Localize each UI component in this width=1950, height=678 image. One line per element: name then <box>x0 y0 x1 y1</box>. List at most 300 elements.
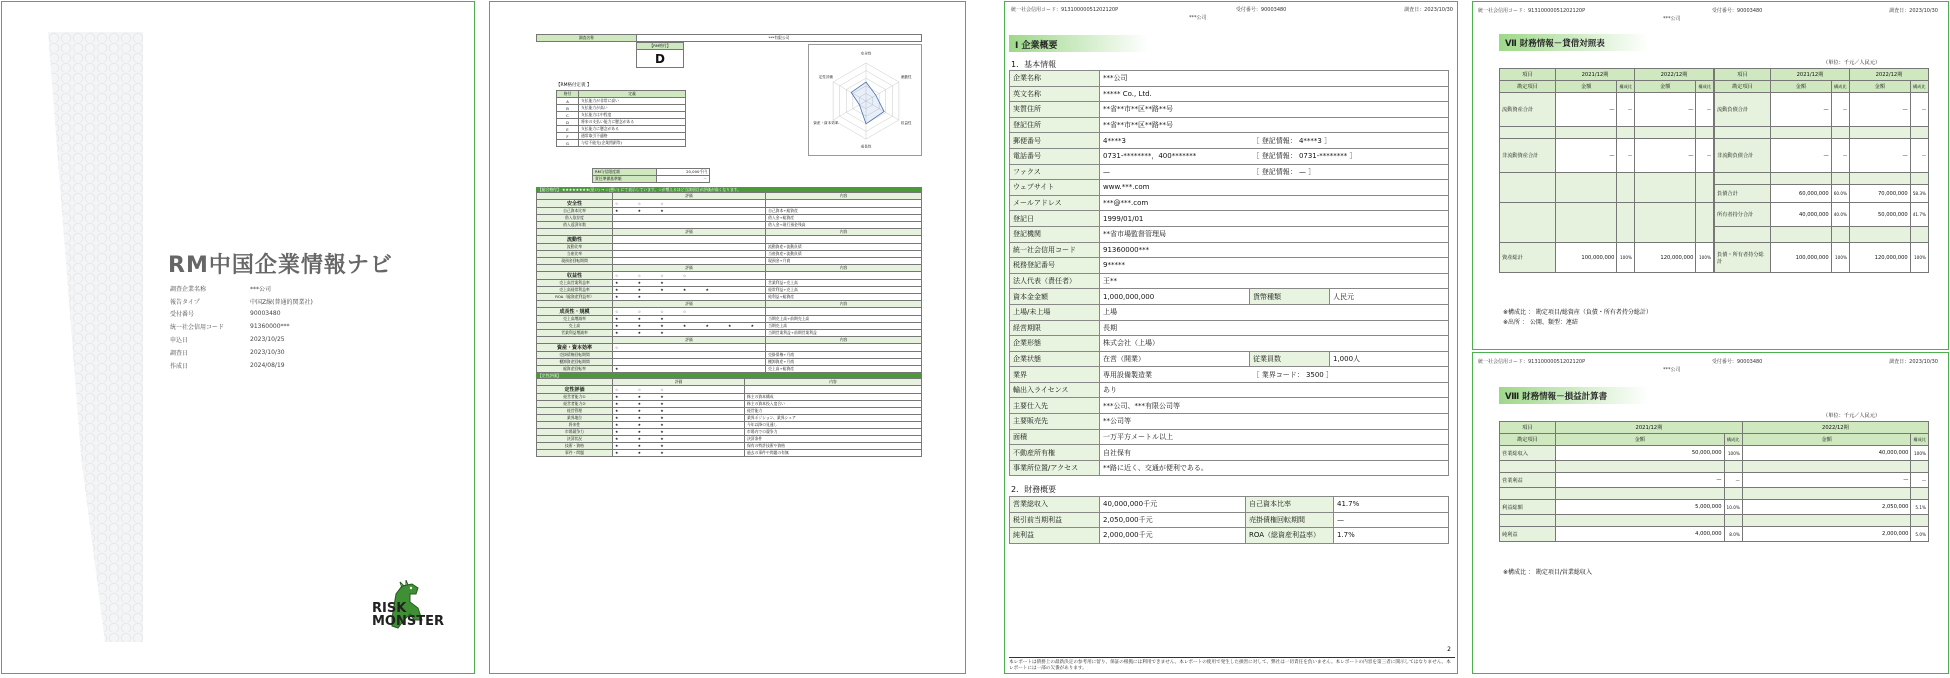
rating-header-block <box>536 34 922 181</box>
cover-meta-row <box>170 308 313 321</box>
fin-ratio-1: — <box>1617 93 1635 127</box>
fin-row <box>1500 527 1929 542</box>
fin-spacer-cell <box>1556 173 1617 203</box>
fin-head-item: 項目 <box>1715 69 1771 81</box>
financial-summary-table <box>1009 496 1449 544</box>
info-key: 上場/未上場 <box>1010 304 1100 320</box>
score-section-name-row <box>537 272 922 280</box>
score-section-stars: ☆ <box>613 344 766 352</box>
fin-amount-1: — <box>1556 93 1617 127</box>
fin-subhead-row <box>1500 81 1714 93</box>
score-section-spacer <box>537 229 613 236</box>
note-ratio: ※構成比 ： 勘定項目/総資産（負債・所有者持分総計） <box>1503 309 1652 316</box>
header-date: 調査日：2023/10/30 <box>1889 359 1938 365</box>
info-value: 株式会社（上場） <box>1100 336 1449 352</box>
score-label: 売上高増減率 <box>537 316 613 323</box>
fin-spacer-cell <box>1617 173 1635 203</box>
subsection-financial-summary: 2．財務概要 <box>1011 485 1057 494</box>
fin-spacer-row <box>1500 127 1714 139</box>
fin-spacer-cell <box>1635 173 1696 203</box>
qual-row <box>537 408 922 415</box>
info-row <box>1010 320 1449 336</box>
cover-meta-key: 受付番号 <box>170 311 195 319</box>
legend-grade: G <box>557 140 579 147</box>
score-section-name-row <box>537 344 922 352</box>
score-note: 当期売上高÷前期売上高 <box>766 316 922 323</box>
radar-label: 資産・資本効率 <box>813 121 839 126</box>
fin-row <box>1500 473 1929 488</box>
score-label: 借入依存度 <box>537 215 613 222</box>
info-value: ***公司 <box>1100 71 1449 87</box>
score-row <box>537 244 922 251</box>
rating-page <box>489 1 966 674</box>
fin-spacer-cell <box>1911 461 1929 473</box>
qual-stars: ★ ★ ★ <box>613 429 745 436</box>
fin-spacer-cell <box>1617 127 1635 139</box>
fin-spacer-cell <box>1715 227 1771 243</box>
score-label: 自己資本比率 <box>537 208 613 215</box>
qual-row <box>537 443 922 450</box>
balance-tables <box>1499 68 1929 273</box>
fin-row <box>1715 243 1929 273</box>
fin-amount-1: 100,000,000 <box>1771 243 1832 273</box>
score-row <box>537 251 922 258</box>
fin-row <box>1715 93 1929 127</box>
score-note: 売掛債権÷月商 <box>766 352 922 359</box>
info-value: **省市場監督管理局 <box>1100 226 1449 242</box>
info-key: 主要販売先 <box>1010 414 1100 430</box>
fin-key-2: 売掛債権回転期間 <box>1246 512 1334 528</box>
qual-note: 株主の資本構成 <box>745 394 922 401</box>
fin-head-item: 項目 <box>1500 69 1556 81</box>
score-row <box>537 359 922 366</box>
fin-spacer-cell <box>1771 127 1832 139</box>
fin-spacer-cell <box>1724 461 1742 473</box>
info-key: 登記日 <box>1010 211 1100 227</box>
score-label: 流動比率 <box>537 244 613 251</box>
radar-chart-frame <box>808 44 922 156</box>
fin-amount-1: 60,000,000 <box>1771 185 1832 203</box>
score-section-blank <box>766 236 922 244</box>
info-row <box>1010 304 1449 320</box>
qual-label: 業界地位 <box>537 415 613 422</box>
fin-spacer-cell <box>1724 515 1742 527</box>
score-row <box>537 366 922 373</box>
fin-value: 40,000,000千元 <box>1100 497 1246 513</box>
fin-head-year2: 2022/12期 <box>1850 69 1929 81</box>
score-stars: ★ ★ ★ <box>613 316 766 323</box>
fin-head-year2: 2022/12期 <box>1742 422 1928 434</box>
fin-value-2: 41.7% <box>1334 497 1449 513</box>
fin-spacer-cell <box>1742 488 1911 500</box>
fin-ratio-2: 41.7% <box>1910 203 1928 227</box>
legend-row <box>557 105 686 112</box>
fin-spacer-cell <box>1696 127 1714 139</box>
score-label: 現預金回転期間 <box>537 258 613 265</box>
qual-stars: ★ ★ ★ <box>613 422 745 429</box>
fin-spacer-cell <box>1850 127 1911 139</box>
score-section-blank <box>766 344 922 352</box>
legend-head-def: 定義 <box>579 91 686 98</box>
fin-subhead-row <box>1715 81 1929 93</box>
qual-note: 保有の特許技術や資格 <box>745 443 922 450</box>
fin-head-amount2: 金額 <box>1850 81 1911 93</box>
info-row <box>1010 367 1449 383</box>
rating-box <box>636 42 684 68</box>
qual-note: 今年以降の見通し <box>745 422 922 429</box>
qual-row <box>537 429 922 436</box>
fin-head-year1: 2021/12期 <box>1556 422 1743 434</box>
page-header <box>1478 358 1938 365</box>
fin-amount-2: — <box>1850 139 1911 173</box>
info-key: 企業状態 <box>1010 351 1100 367</box>
fin-spacer-cell <box>1910 127 1928 139</box>
score-section-header <box>537 337 922 344</box>
info-row <box>1010 71 1449 87</box>
score-stars: ★ ★ ★ ★ ★ <box>613 287 766 294</box>
cover-meta-value: 2023/10/25 <box>250 336 285 344</box>
fin-head-item: 項目 <box>1500 422 1556 434</box>
legend-grade: D <box>557 119 579 126</box>
fin-head-year1: 2021/12期 <box>1771 69 1850 81</box>
info-row <box>1010 86 1449 102</box>
score-section-spacer <box>537 301 613 308</box>
fin-spacer-cell <box>1850 173 1911 185</box>
score-row <box>537 215 922 222</box>
fin-value-2: — <box>1334 512 1449 528</box>
legend-grade: A <box>557 98 579 105</box>
info-key: 税務登記番号 <box>1010 258 1100 274</box>
score-stars <box>613 258 766 265</box>
score-section-stars: ☆ ☆ ☆ ☆ <box>613 308 766 316</box>
info-key: 登記住所 <box>1010 117 1100 133</box>
legend-definition: 支払能力が非常に高い <box>579 98 686 105</box>
score-note: 当期売上高 <box>766 323 922 330</box>
fin-spacer-cell <box>1500 127 1556 139</box>
fin-spacer-row <box>1715 227 1929 243</box>
info-row <box>1010 242 1449 258</box>
fin-ratio-2: 5.1% <box>1911 500 1929 515</box>
qual-stars: ★ ★ ★ <box>613 408 745 415</box>
fin-head-amount1: 金額 <box>1556 434 1725 446</box>
cover-meta-value: 91360000*** <box>250 323 290 331</box>
score-section-name: 資産・資本効率 <box>537 344 613 352</box>
fin-amount-2: 40,000,000 <box>1742 446 1911 461</box>
info-value: 1,000,000,000 <box>1100 289 1250 305</box>
score-note: 借入金÷総資産 <box>766 215 922 222</box>
fin-summary-row <box>1010 512 1449 528</box>
fin-key: 税引前当期利益 <box>1010 512 1100 528</box>
fin-head-ratio1: 構成比 <box>1831 81 1849 93</box>
legend-row <box>557 126 686 133</box>
section-title: Ⅶ 財務情報－貸借対照表 <box>1499 34 1649 51</box>
score-label: 売上高経常利益率 <box>537 287 613 294</box>
info-row <box>1010 336 1449 352</box>
fin-head-year1: 2021/12期 <box>1556 69 1635 81</box>
qual-label: 経営者能力② <box>537 401 613 408</box>
fin-spacer-cell <box>1910 173 1928 185</box>
fin-account: 純利益 <box>1500 527 1556 542</box>
info-value: **省**市**区**路**号 <box>1100 102 1449 118</box>
info-value: www.***.com <box>1100 180 1449 196</box>
fin-amount-2: 50,000,000 <box>1850 203 1911 227</box>
header-receipt: 受付番号：90003480 <box>1235 7 1287 13</box>
radar-label: 安全性 <box>860 51 872 56</box>
fin-ratio-1: — <box>1724 473 1742 488</box>
fin-amount-2: 120,000,000 <box>1850 243 1911 273</box>
fin-key-2: ROA（総資産利益率） <box>1246 528 1334 544</box>
qual-blank <box>745 386 922 394</box>
fin-spacer-cell <box>1910 227 1928 243</box>
qual-head-stars: ☆ ☆ ☆ <box>613 386 745 394</box>
header-company: ***公司 <box>1189 15 1207 21</box>
info-key-2: 貨幣種類 <box>1250 289 1330 305</box>
fin-account: 負債・所有者持分総計 <box>1715 243 1771 273</box>
fin-amount-1: — <box>1771 139 1832 173</box>
fin-spacer-cell <box>1850 227 1911 243</box>
cover-meta-value: 2024/08/19 <box>250 361 285 369</box>
radar-value-polygon <box>851 82 884 124</box>
fin-amount-2: 2,050,000 <box>1742 500 1911 515</box>
company-name-table <box>536 34 922 42</box>
qual-stars: ★ ★ ★ <box>613 394 745 401</box>
fin-spacer-cell <box>1715 127 1771 139</box>
info-row <box>1010 180 1449 196</box>
info-value: 上場 <box>1100 304 1449 320</box>
fin-spacer-cell <box>1911 515 1929 527</box>
info-key: 輸出入ライセンス <box>1010 382 1100 398</box>
qual-header-row <box>537 379 922 386</box>
fin-amount-2: — <box>1635 139 1696 173</box>
radar-label: 流動性 <box>900 74 912 79</box>
qual-row <box>537 415 922 422</box>
score-label: 当座比率 <box>537 251 613 258</box>
cover-page <box>1 1 475 674</box>
qual-stars: ★ ★ ★ <box>613 436 745 443</box>
fin-spacer-cell <box>1771 173 1832 185</box>
fin-head-amount1: 金額 <box>1771 81 1832 93</box>
radar-chart <box>809 45 923 157</box>
fin-account: 流動負債合計 <box>1715 93 1771 127</box>
fin-spacer-row <box>1500 515 1929 527</box>
fin-subhead-row <box>1500 434 1929 446</box>
info-row <box>1010 211 1449 227</box>
fin-key-2: 自己資本比率 <box>1246 497 1334 513</box>
fin-spacer-cell <box>1556 461 1725 473</box>
qual-name: 定性評価 <box>537 386 613 394</box>
score-section-blank <box>766 308 922 316</box>
qual-spacer <box>537 379 613 386</box>
fin-ratio-2: 100% <box>1910 243 1928 273</box>
legend-row <box>557 133 686 140</box>
fin-key: 純利益 <box>1010 528 1100 544</box>
score-content-header: 内容 <box>766 193 922 200</box>
info-value: 4****3 <box>1100 133 1250 149</box>
score-row <box>537 294 922 301</box>
cover-meta <box>170 282 313 372</box>
info-value: 専用設備製造業 <box>1100 367 1250 383</box>
score-label: 売掛債権回転期間 <box>537 352 613 359</box>
fin-spacer-cell <box>1500 488 1556 500</box>
legend-grade: F <box>557 133 579 140</box>
company-value: ***有限公司 <box>637 35 922 42</box>
fin-summary-row <box>1010 497 1449 513</box>
score-note: 当座資産÷流動負債 <box>766 251 922 258</box>
cover-meta-key: 作成日 <box>170 362 189 370</box>
fin-spacer-cell <box>1556 515 1725 527</box>
qual-eval-header: 評価 <box>613 379 745 386</box>
info-value: **公司等 <box>1100 414 1449 430</box>
qual-label: 技術・資格 <box>537 443 613 450</box>
score-stars <box>613 251 766 258</box>
info-key: 企業形態 <box>1010 336 1100 352</box>
fin-row <box>1500 93 1714 127</box>
fin-head-row <box>1715 69 1929 81</box>
subsection-basic-info: 1．基本情報 <box>1011 60 1057 69</box>
fin-amount-2: — <box>1742 473 1911 488</box>
fin-ratio-2: 5.0% <box>1911 527 1929 542</box>
qual-note: 経営能力 <box>745 408 922 415</box>
qual-label: 決済状況 <box>537 436 613 443</box>
fin-row <box>1500 243 1714 273</box>
fin-spacer-row <box>1500 203 1714 243</box>
fin-amount-1: 100,000,000 <box>1556 243 1617 273</box>
fin-account: 非流動資産合計 <box>1500 139 1556 173</box>
info-value: 1999/01/01 <box>1100 211 1449 227</box>
note-ratio: ※構成比 ： 勘定項目/営業総収入 <box>1503 569 1592 576</box>
fin-ratio-2: — <box>1910 139 1928 173</box>
info-value: — <box>1100 164 1250 180</box>
score-section-header <box>537 265 922 272</box>
rating-label: 【RM格付】 <box>637 43 684 50</box>
score-note: 現預金÷月商 <box>766 258 922 265</box>
info-value-2: 人民元 <box>1330 289 1449 305</box>
score-label: 営業利益増減率 <box>537 330 613 337</box>
info-key: ウェブサイト <box>1010 180 1100 196</box>
info-value: 王** <box>1100 273 1449 289</box>
score-row <box>537 280 922 287</box>
info-row <box>1010 351 1449 367</box>
score-legend-bar: 【総合格付】 ★★★★★★★★(星い) → ☆(悪い) にて表示しています。☆が増えるほど当該項目が評価が高くなります。 <box>536 187 922 192</box>
fin-amount-2: 70,000,000 <box>1850 185 1911 203</box>
cover-meta-row <box>170 282 313 295</box>
cover-meta-key: 統一社会信用コード <box>170 324 225 332</box>
fin-value: 2,050,000千元 <box>1100 512 1246 528</box>
score-section-name: 収益性 <box>537 272 613 280</box>
info-value-2: 1,000人 <box>1330 351 1449 367</box>
info-row <box>1010 460 1449 476</box>
fin-spacer-cell <box>1556 127 1617 139</box>
fin-head-ratio1: 構成比 <box>1617 81 1635 93</box>
qual-content-header: 内容 <box>745 379 922 386</box>
qual-row <box>537 436 922 443</box>
fin-spacer-cell <box>1831 127 1849 139</box>
header-code: 統一社会信用コード：91310000051202120P <box>1011 7 1119 13</box>
cover-meta-value: 90003480 <box>250 310 281 318</box>
score-content-header: 内容 <box>766 337 922 344</box>
fin-head-row <box>1500 69 1714 81</box>
info-key: 資本金金額 <box>1010 289 1100 305</box>
info-row <box>1010 148 1449 164</box>
fin-value: 2,000,000千元 <box>1100 528 1246 544</box>
fin-amount-1: 4,000,000 <box>1556 527 1725 542</box>
score-label: 借入返済年数 <box>537 222 613 229</box>
radar-label: 成長性 <box>860 144 872 149</box>
info-value: ***** Co., Ltd. <box>1100 86 1449 102</box>
section-title: Ⅰ 企業概要 <box>1009 35 1149 52</box>
fin-spacer-cell <box>1500 515 1556 527</box>
fin-spacer-cell <box>1617 203 1635 243</box>
fin-ratio-1: 40.0% <box>1831 203 1849 227</box>
fin-spacer-cell <box>1556 203 1617 243</box>
header-company: ***公司 <box>1663 16 1681 22</box>
fin-spacer-row <box>1715 173 1929 185</box>
score-eval-header: 評価 <box>613 301 766 308</box>
score-label: 売上高 <box>537 323 613 330</box>
info-value: 長期 <box>1100 320 1449 336</box>
fin-row <box>1715 203 1929 227</box>
fin-amount-2: — <box>1850 93 1911 127</box>
income-statement-page <box>1472 352 1949 674</box>
legend-definition: 通常取引不適格 <box>579 133 686 140</box>
risk-monster-logo <box>366 580 444 634</box>
score-section-stars: ☆ ☆ ☆ <box>613 200 766 208</box>
fin-spacer-cell <box>1742 461 1911 473</box>
legend-row <box>557 112 686 119</box>
income-table <box>1499 421 1929 542</box>
info-row <box>1010 273 1449 289</box>
fin-ratio-2: — <box>1696 93 1714 127</box>
score-stars: ★ <box>613 366 766 373</box>
fin-ratio-2: 100% <box>1911 446 1929 461</box>
cover-meta-row <box>170 359 313 372</box>
fin-account: 営業総収入 <box>1500 446 1556 461</box>
header-code: 統一社会信用コード：91310000051202120P <box>1478 359 1586 365</box>
info-value: ***公司、***有限公司等 <box>1100 398 1449 414</box>
qual-label: 経営管理 <box>537 408 613 415</box>
score-note: 当期営業利益÷前期営業利益 <box>766 330 922 337</box>
score-content-header: 内容 <box>766 229 922 236</box>
radar-label: 収益性 <box>900 121 912 126</box>
info-row <box>1010 133 1449 149</box>
score-table-block <box>536 187 922 457</box>
info-key: 主要仕入先 <box>1010 398 1100 414</box>
qualitative-bar: 【定性評価】 <box>536 373 922 378</box>
info-value: 9***** <box>1100 258 1449 274</box>
qual-stars: ★ ★ ★ <box>613 401 745 408</box>
score-section-name: 成長性・規模 <box>537 308 613 316</box>
legend-definition: 将来の支払い能力に懸念がある <box>579 119 686 126</box>
fin-row <box>1715 139 1929 173</box>
info-key: 登記機関 <box>1010 226 1100 242</box>
fin-summary-row <box>1010 528 1449 544</box>
fin-ratio-1: 60.0% <box>1831 185 1849 203</box>
company-label: 調査名称 <box>537 35 637 42</box>
score-note: 売上高÷総資産 <box>766 366 922 373</box>
score-stars: ★ ★ ★ <box>613 280 766 287</box>
fin-amount-2: 2,000,000 <box>1742 527 1911 542</box>
legend-grade: E <box>557 126 579 133</box>
fin-row <box>1500 139 1714 173</box>
fin-spacer-cell <box>1831 227 1849 243</box>
info-row <box>1010 117 1449 133</box>
fin-ratio-1: — <box>1831 139 1849 173</box>
score-stars: ★ ★ <box>613 294 766 301</box>
fin-ratio-2: — <box>1910 93 1928 127</box>
score-section-header <box>537 193 922 200</box>
score-section-name: 流動性 <box>537 236 613 244</box>
note-source: ※出所 ： 公開、類型：連結 <box>1503 319 1578 326</box>
